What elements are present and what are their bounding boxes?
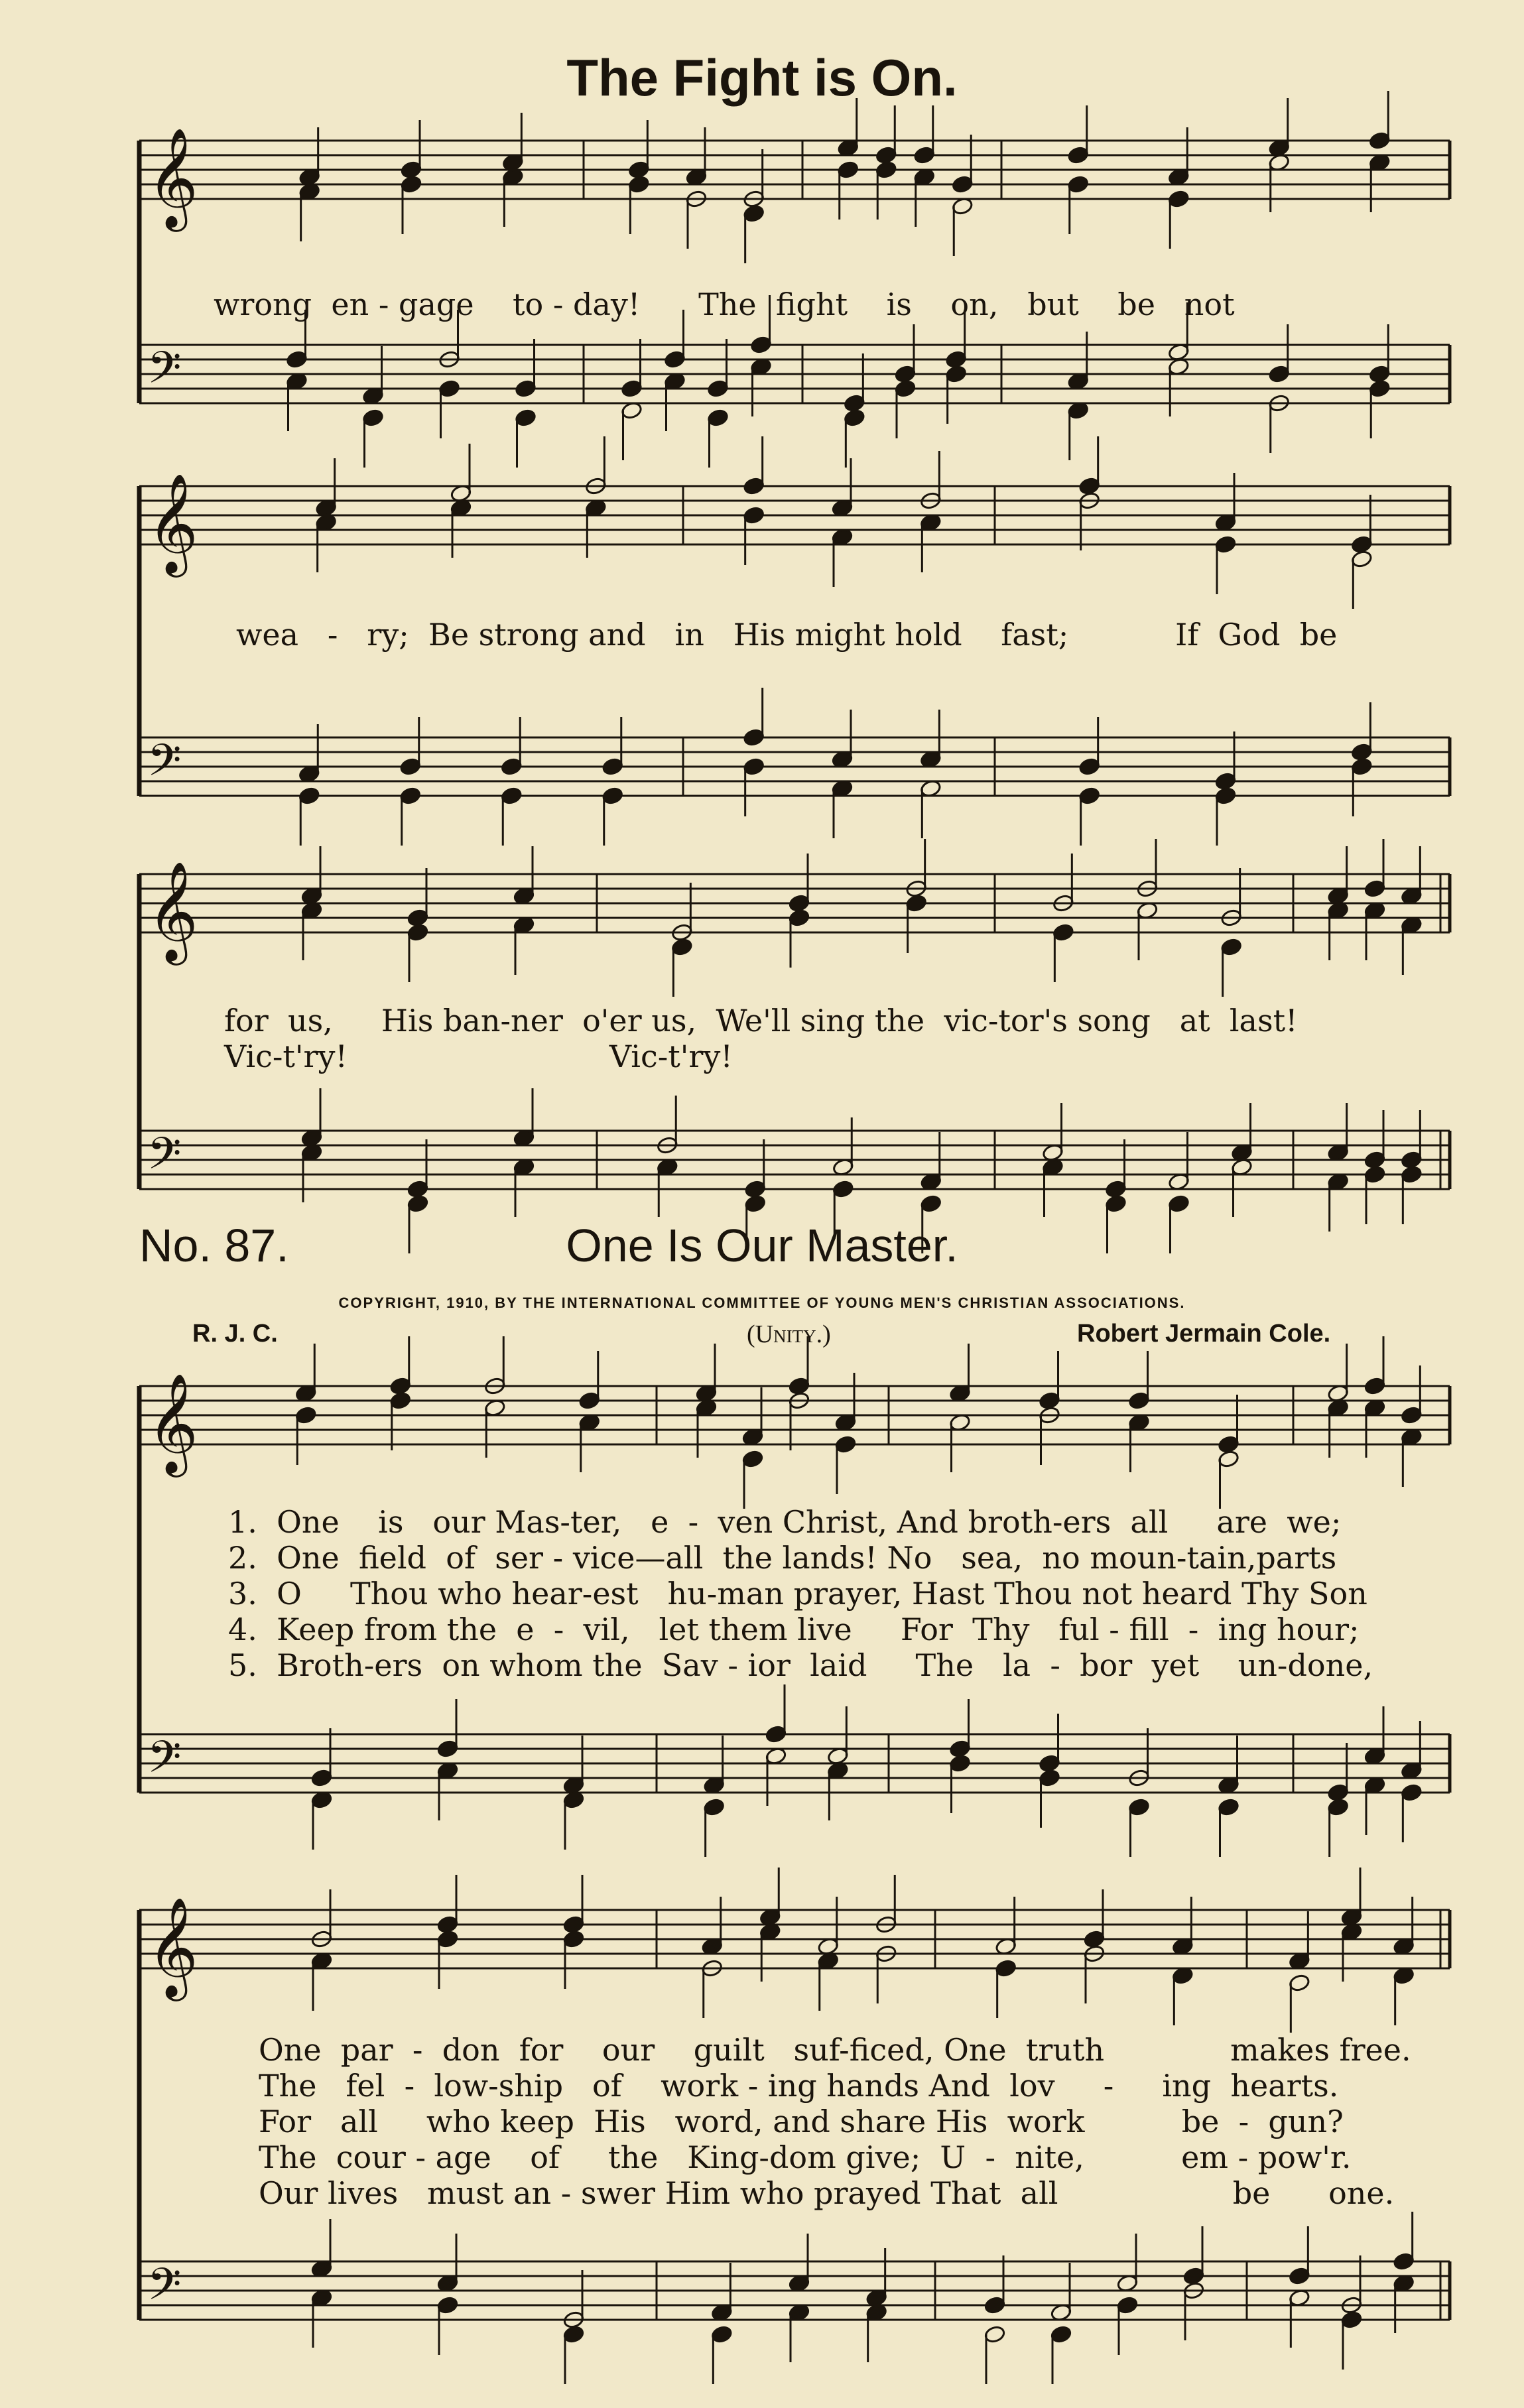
hymn-number: No. 87. xyxy=(139,1220,289,1271)
composer-credit: Robert Jermain Cole. xyxy=(1077,1320,1331,1348)
treble-clef: 𝄞 xyxy=(147,860,198,961)
tune-name: (Unity.) xyxy=(747,1320,831,1348)
verse-line: The fel - low-ship of work - ing hands And lov - ing hearts. xyxy=(259,2068,1339,2104)
verse-line: Our lives must an - swer Him who prayed That all be one. xyxy=(259,2175,1395,2211)
author-initials: R. J. C. xyxy=(192,1320,278,1348)
bass-clef: 𝄢 xyxy=(147,1128,182,1190)
bass-clef: 𝄢 xyxy=(147,1732,182,1793)
verse-line: The cour - age of the King-dom give; U - nite, em - pow'r. xyxy=(259,2139,1352,2175)
lyric-line: wrong en - gage to - day! The fight is on, but be not xyxy=(214,286,1235,322)
treble-clef: 𝄞 xyxy=(147,1896,198,1997)
lyric-line: for us, His ban-ner o'er us, We'll sing the vic-tor's song at last! xyxy=(224,1003,1298,1039)
bass-clef: 𝄢 xyxy=(147,735,182,796)
bass-clef: 𝄢 xyxy=(147,342,182,404)
lyric-line: wea - ry; Be strong and in His might hold fast; If God be xyxy=(236,617,1338,653)
verse-line: For all who keep His word, and share His work be - gun? xyxy=(259,2104,1344,2139)
copyright-notice: COPYRIGHT, 1910, BY THE INTERNATIONAL COMMITTEE OF YOUNG MEN'S CHRISTIAN ASSOCIATIONS. xyxy=(338,1295,1186,1311)
hymn-title: One Is Our Master. xyxy=(566,1220,958,1271)
verse-line: 5. Broth-ers on whom the Sav - ior laid The la - bor yet un-done, xyxy=(228,1647,1373,1683)
treble-clef: 𝄞 xyxy=(147,127,198,227)
treble-clef: 𝄞 xyxy=(147,1372,198,1473)
verse-line: 4. Keep from the e - vil, let them live For Thy ful - fill - ing hour; xyxy=(228,1612,1360,1647)
verse-line: One par - don for our guilt suf-ficed, One truth makes free. xyxy=(259,2032,1411,2068)
hymn-title: The Fight is On. xyxy=(566,48,958,107)
verse-line: 3. O Thou who hear-est hu-man prayer, Hast Thou not heard Thy Son xyxy=(228,1576,1367,1612)
verse-line: 1. One is our Mas-ter, e - ven Christ, And broth-ers all are we; xyxy=(228,1504,1342,1540)
verse-line: 2. One field of ser - vice—all the lands! No sea, no moun-tain,parts xyxy=(228,1540,1337,1576)
lyric-echo-line: Vic-t'ry! Vic-t'ry! xyxy=(224,1039,733,1074)
bass-clef: 𝄢 xyxy=(147,2259,182,2320)
treble-clef: 𝄞 xyxy=(147,472,198,573)
